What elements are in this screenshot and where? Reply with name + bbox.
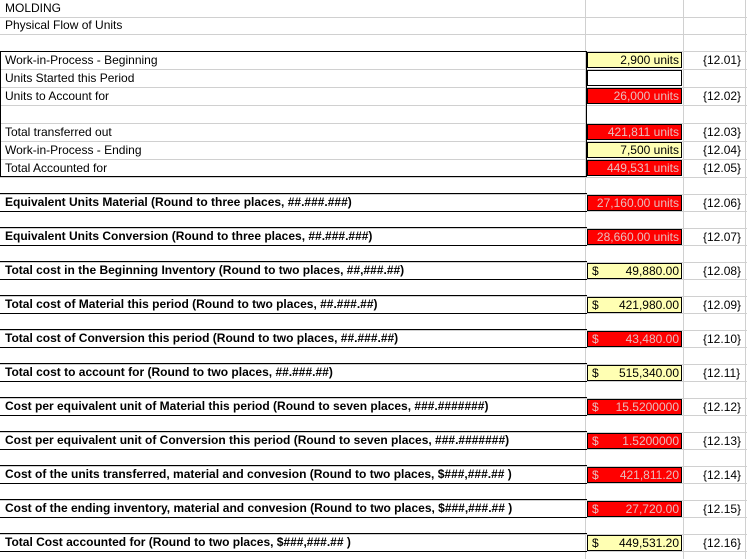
question-label: Cost of the ending inventory, material and convesion (Round to two places, $###,###.## ) [5,501,513,515]
answer-input-cell[interactable] [587,467,682,483]
currency-symbol: $ [592,332,599,346]
question-label: Equivalent Units Conversion (Round to three places, ##.###.###) [5,229,373,243]
answer-input-cell[interactable] [587,195,682,211]
unit-value: 449,531 units [606,161,679,175]
answer-value: 28,660.00 units [596,230,679,244]
question-underline [0,245,587,246]
question-topline [0,533,587,534]
row-gridline [0,105,747,106]
question-ref-label: {12.11} [703,366,741,380]
answer-value: 421,811.20 [619,468,679,482]
question-underline [0,279,587,280]
question-ref-label: {12.04} [703,143,742,157]
question-topline [0,465,587,466]
currency-symbol: $ [592,502,599,516]
unit-row-label: Units Started this Period [5,71,135,85]
question-ref-label: {12.03} [703,125,742,139]
unit-value: 26,000 units [613,89,679,103]
question-label: Total Cost accounted for (Round to two places, $###,###.## ) [5,535,351,549]
question-label: Cost per equivalent unit of Material this period (Round to seven places, ###.#######) [5,399,489,413]
currency-symbol: $ [592,536,599,550]
question-ref-label: {12.14} [703,468,742,482]
currency-symbol: $ [592,434,599,448]
question-ref-label: {12.08} [703,264,742,278]
question-topline [0,261,587,262]
currency-symbol: $ [592,298,599,312]
unit-value: 421,811 units [607,125,679,139]
answer-value: 1.5200000 [622,434,679,448]
unit-row-label: Total transferred out [5,125,112,139]
answer-input-cell[interactable] [587,399,682,415]
unit-value: 7,500 units [620,143,679,157]
question-ref-label: {12.09} [703,298,742,312]
question-underline [0,211,587,212]
question-underline [0,381,587,382]
answer-value: 27,720.00 [625,502,679,516]
question-ref-label: {12.10} [703,332,742,346]
question-topline [0,193,587,194]
unit-row-label: Units to Account for [5,89,110,103]
answer-input-cell[interactable] [587,535,682,551]
question-label: Cost per equivalent unit of Conversion this period (Round to seven places, ###.#######) [5,433,510,447]
question-topline [0,499,587,500]
currency-symbol: $ [592,400,599,414]
question-ref-label: {12.02} [703,89,742,103]
question-label: Total cost in the Beginning Inventory (Round to two places, ##,###.##) [5,263,405,277]
unit-value-cell[interactable] [587,124,682,140]
question-underline [0,313,587,314]
unit-value-cell[interactable] [587,52,682,68]
department-title: MOLDING [5,1,62,15]
question-ref-label: {12.05} [703,161,742,175]
question-topline [0,295,587,296]
answer-value: 15.5200000 [615,400,679,414]
currency-symbol: $ [592,264,599,278]
question-label: Cost of the units transferred, material and convesion (Round to two places, $###,###.## ) [5,467,512,481]
question-ref-label: {12.16} [703,536,742,550]
answer-input-cell[interactable] [587,229,682,245]
answer-input-cell[interactable] [587,263,682,279]
unit-value-cell[interactable] [587,142,682,158]
question-ref-label: {12.01} [703,53,742,67]
question-underline [0,551,587,552]
unit-value: 2,900 units [620,53,679,67]
answer-value: 27,160.00 units [596,196,679,210]
unit-row-label: Work-in-Process - Ending [5,143,142,157]
unit-row-label: Total Accounted for [5,161,108,175]
question-ref-label: {12.13} [703,434,742,448]
answer-value: 43,480.00 [625,332,679,346]
answer-value: 49,880.00 [625,264,679,278]
answer-input-cell[interactable] [587,297,682,313]
question-underline [0,517,587,518]
question-topline [0,363,587,364]
currency-symbol: $ [592,366,599,380]
answer-input-cell[interactable] [587,365,682,381]
question-topline [0,397,587,398]
unit-value-cell[interactable] [587,88,682,104]
row-gridline [0,177,747,178]
answer-value: 449,531.20 [618,536,679,550]
question-ref-label: {12.06} [703,196,742,210]
answer-value: 515,340.00 [618,366,679,380]
question-underline [0,483,587,484]
row-gridline [0,34,747,35]
section-subtitle: Physical Flow of Units [5,18,123,32]
answer-input-cell[interactable] [587,433,682,449]
answer-input-cell[interactable] [587,331,682,347]
answer-value: 421,980.00 [618,298,679,312]
unit-block-side-border [0,51,1,177]
question-ref-label: {12.15} [703,502,742,516]
question-ref-label: {12.07} [703,230,742,244]
question-underline [0,347,587,348]
unit-value-cell[interactable] [587,160,682,176]
question-label: Total cost of Conversion this period (Round to two places, ##.###.##) [5,331,399,345]
question-topline [0,431,587,432]
unit-row-label: Work-in-Process - Beginning [5,53,158,67]
question-topline [0,329,587,330]
question-topline [0,227,587,228]
unit-value-cell[interactable] [587,70,682,86]
question-underline [0,415,587,416]
question-label: Total cost to account for (Round to two places, ##.###.##) [5,365,333,379]
question-underline [0,449,587,450]
question-ref-label: {12.12} [703,400,742,414]
question-label: Equivalent Units Material (Round to three places, ##.###.###) [5,195,352,209]
question-label: Total cost of Material this period (Round to two places, ##.###.##) [5,297,378,311]
currency-symbol: $ [592,468,599,482]
answer-input-cell[interactable] [587,501,682,517]
